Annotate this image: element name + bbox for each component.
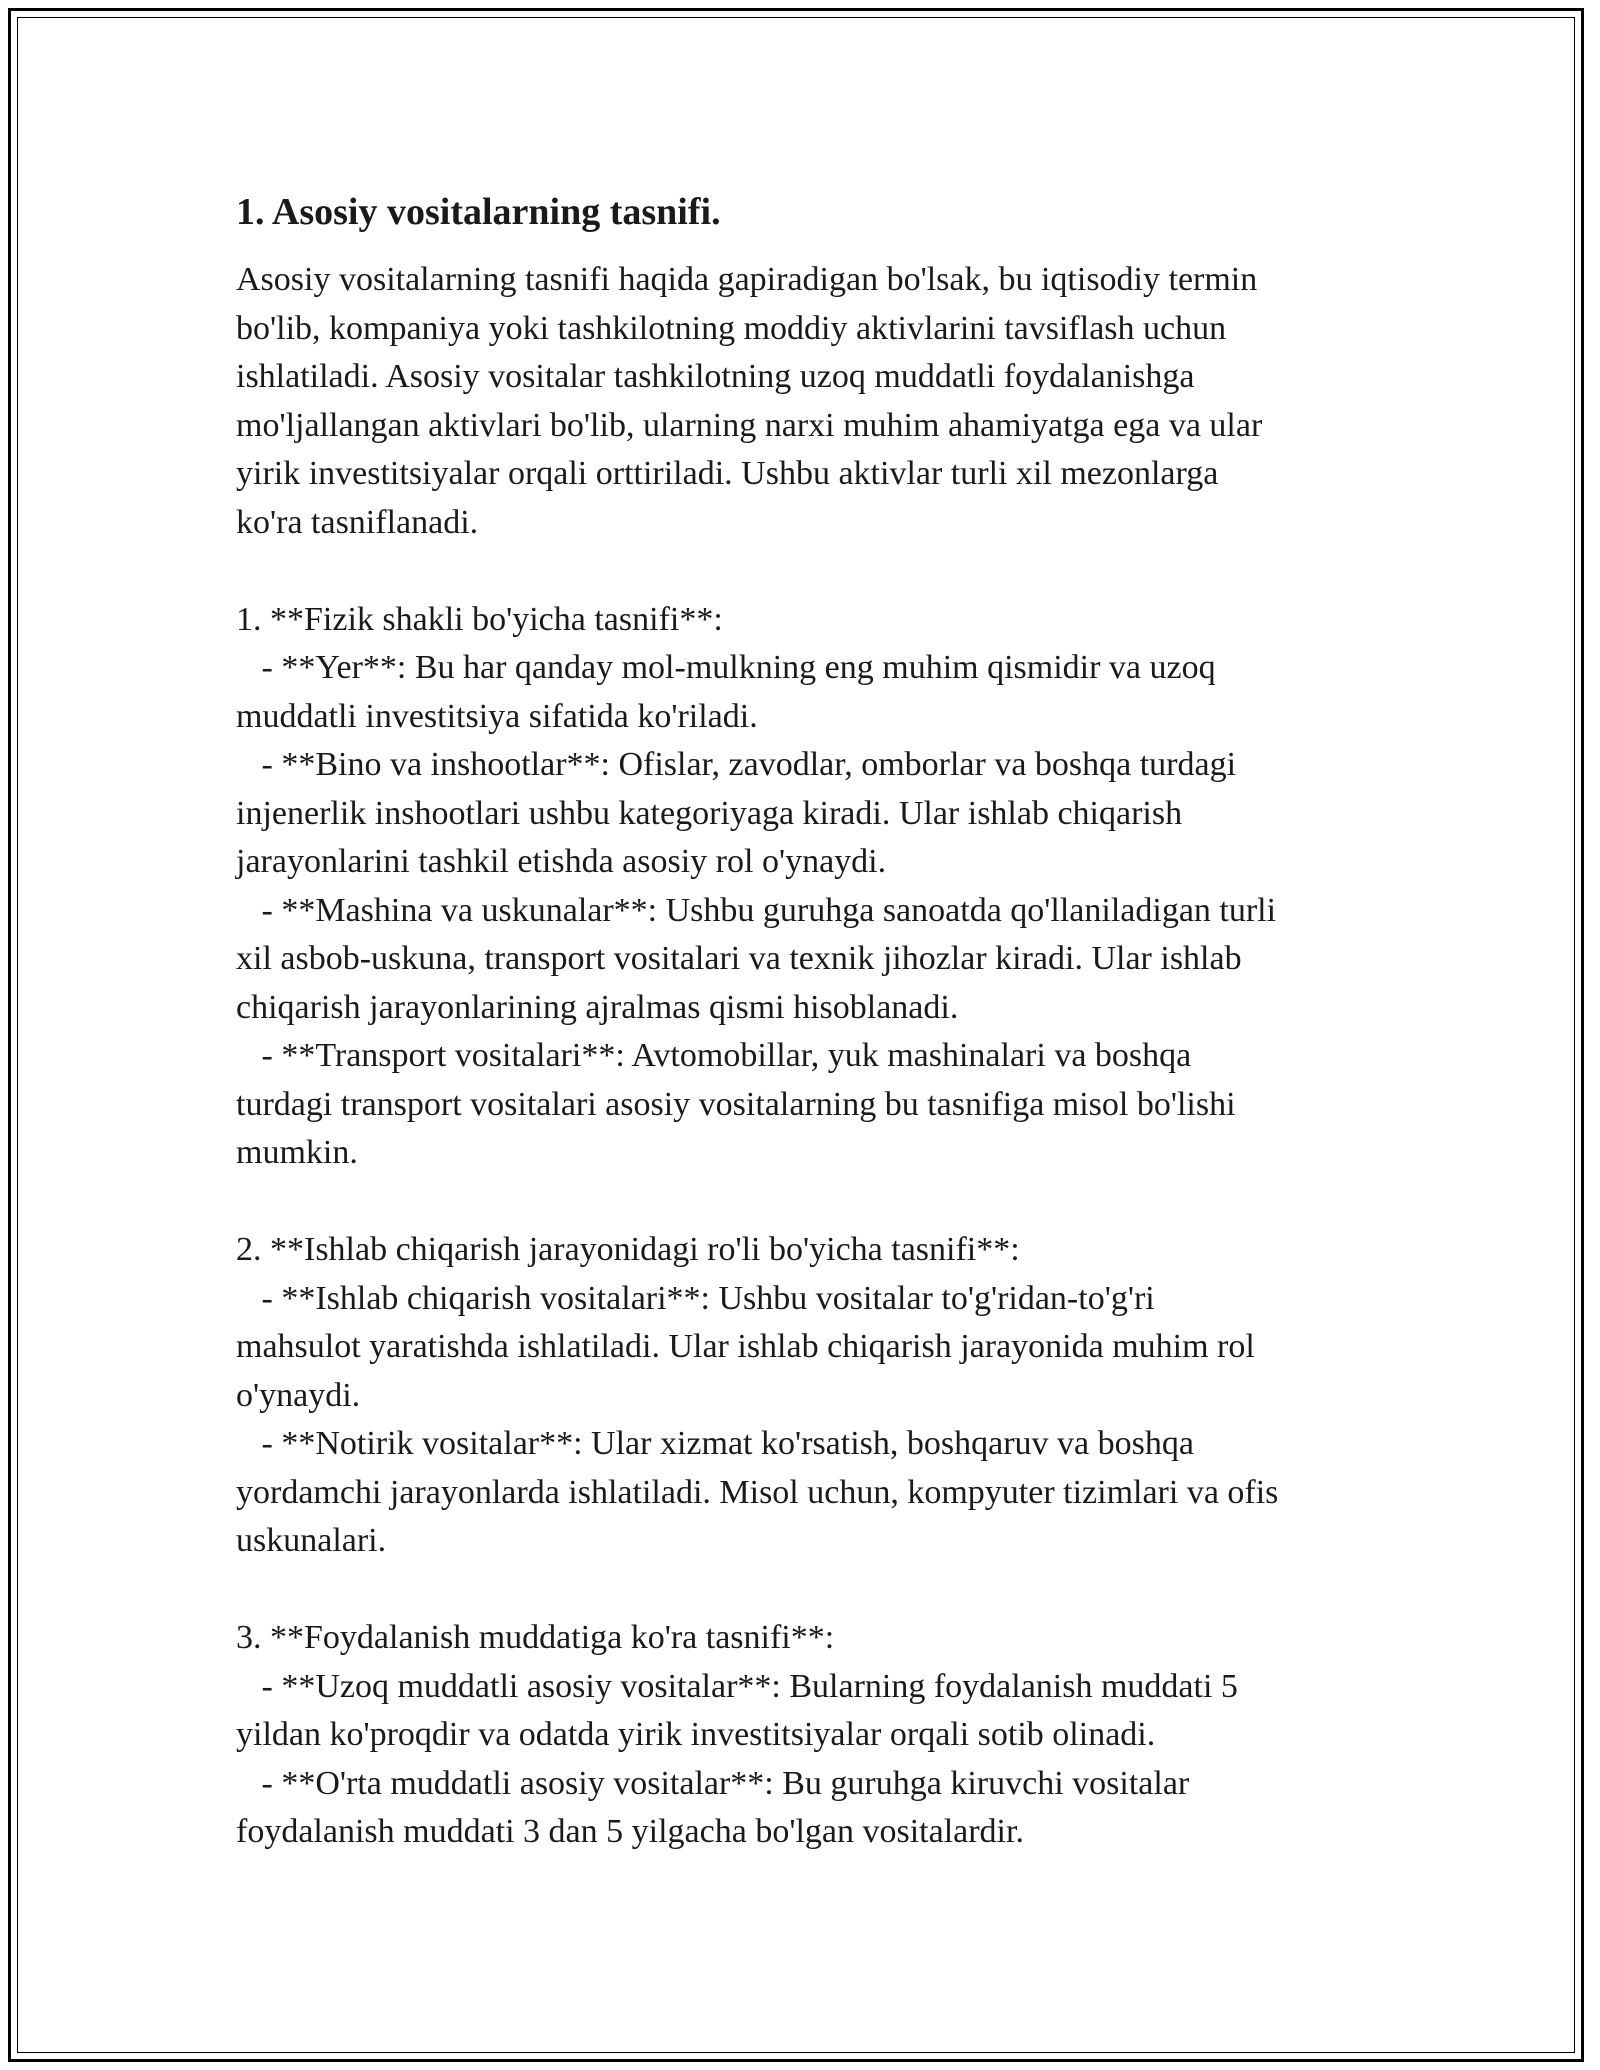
section-heading: 1. **Fizik shakli bo'yicha tasnifi**: (236, 600, 723, 638)
list-item-line: - **O'rta muddatli asosiy vositalar**: Bu guruhga kiruvchi vositalar (236, 1764, 1190, 1802)
body-line: muddatli investitsiya sifatida ko'riladi. (236, 697, 758, 735)
document-content (236, 188, 1386, 1857)
body-line: injenerlik inshootlari ushbu kategoriyaga kiradi. Ular ishlab chiqarish (236, 794, 1183, 832)
body-line: Asosiy vositalarning tasnifi haqida gapiradigan bo'lsak, bu iqtisodiy termin (236, 261, 1258, 298)
body-line: mo'ljallangan aktivlari bo'lib, ularning narxi muhim ahamiyatga ega va ular (236, 406, 1263, 444)
blank-line (236, 1178, 1386, 1227)
body-line: ko'ra tasniflanadi. (236, 503, 479, 541)
body-line: yordamchi jarayonlarda ishlatiladi. Misol uchun, kompyuter tizimlari va ofis (236, 1473, 1279, 1511)
body-line: chiqarish jarayonlarining ajralmas qismi hisoblanadi. (236, 988, 959, 1026)
list-item-line: - **Ishlab chiqarish vositalari**: Ushbu vositalar to'g'ridan-to'g'ri (236, 1279, 1155, 1317)
list-item-line: - **Mashina va uskunalar**: Ushbu guruhga sanoatda qo'llaniladigan turli (236, 891, 1277, 929)
blank-line (236, 1566, 1386, 1615)
section-heading: 2. **Ishlab chiqarish jarayonidagi ro'li bo'yicha tasnifi**: (236, 1231, 1020, 1268)
body-line: o'ynaydi. (236, 1376, 361, 1414)
body-line: xil asbob-uskuna, transport vositalari va texnik jihozlar kiradi. Ular ishlab (236, 940, 1242, 977)
body-line: yildan ko'proqdir va odatda yirik investitsiyalar orqali sotib olinadi. (236, 1716, 1156, 1753)
list-item-line: - **Notirik vositalar**: Ular xizmat ko'rsatish, boshqaruv va boshqa (236, 1425, 1194, 1462)
list-item-line: - **Transport vositalari**: Avtomobillar, yuk mashinalari va boshqa (236, 1037, 1192, 1074)
body-line: ishlatiladi. Asosiy vositalar tashkilotning uzoq muddatli foydalanishga (236, 358, 1195, 395)
section-heading: 3. **Foydalanish muddatiga ko'ra tasnifi**: (236, 1619, 835, 1656)
body-line: mahsulot yaratishda ishlatiladi. Ular ishlab chiqarish jarayonida muhim rol (236, 1328, 1255, 1365)
document-body (236, 256, 1386, 1857)
body-line: foydalanish muddati 3 dan 5 yilgacha bo'lgan vositalardir. (236, 1813, 1024, 1850)
body-line: jarayonlarini tashkil etishda asosiy rol o'ynaydi. (236, 843, 887, 880)
body-line: turdagi transport vositalari asosiy vositalarning bu tasnifiga misol bo'lishi (236, 1085, 1236, 1123)
body-line: bo'lib, kompaniya yoki tashkilotning moddiy aktivlarini tavsiflash uchun (236, 309, 1227, 347)
body-line: mumkin. (236, 1134, 358, 1171)
list-item-line: - **Yer**: Bu har qanday mol-mulkning eng muhim qismidir va uzoq (236, 649, 1216, 686)
list-item-line: - **Bino va inshootlar**: Ofislar, zavodlar, omborlar va boshqa turdagi (236, 746, 1237, 783)
body-line: yirik investitsiyalar orqali orttiriladi. Ushbu aktivlar turli xil mezonlarga (236, 455, 1219, 492)
list-item-line: - **Uzoq muddatli asosiy vositalar**: Bularning foydalanish muddati 5 (236, 1667, 1238, 1705)
body-line: uskunalari. (236, 1522, 387, 1559)
document-title: 1. Asosiy vositalarning tasnifi. (236, 191, 721, 233)
blank-line (236, 547, 1386, 596)
